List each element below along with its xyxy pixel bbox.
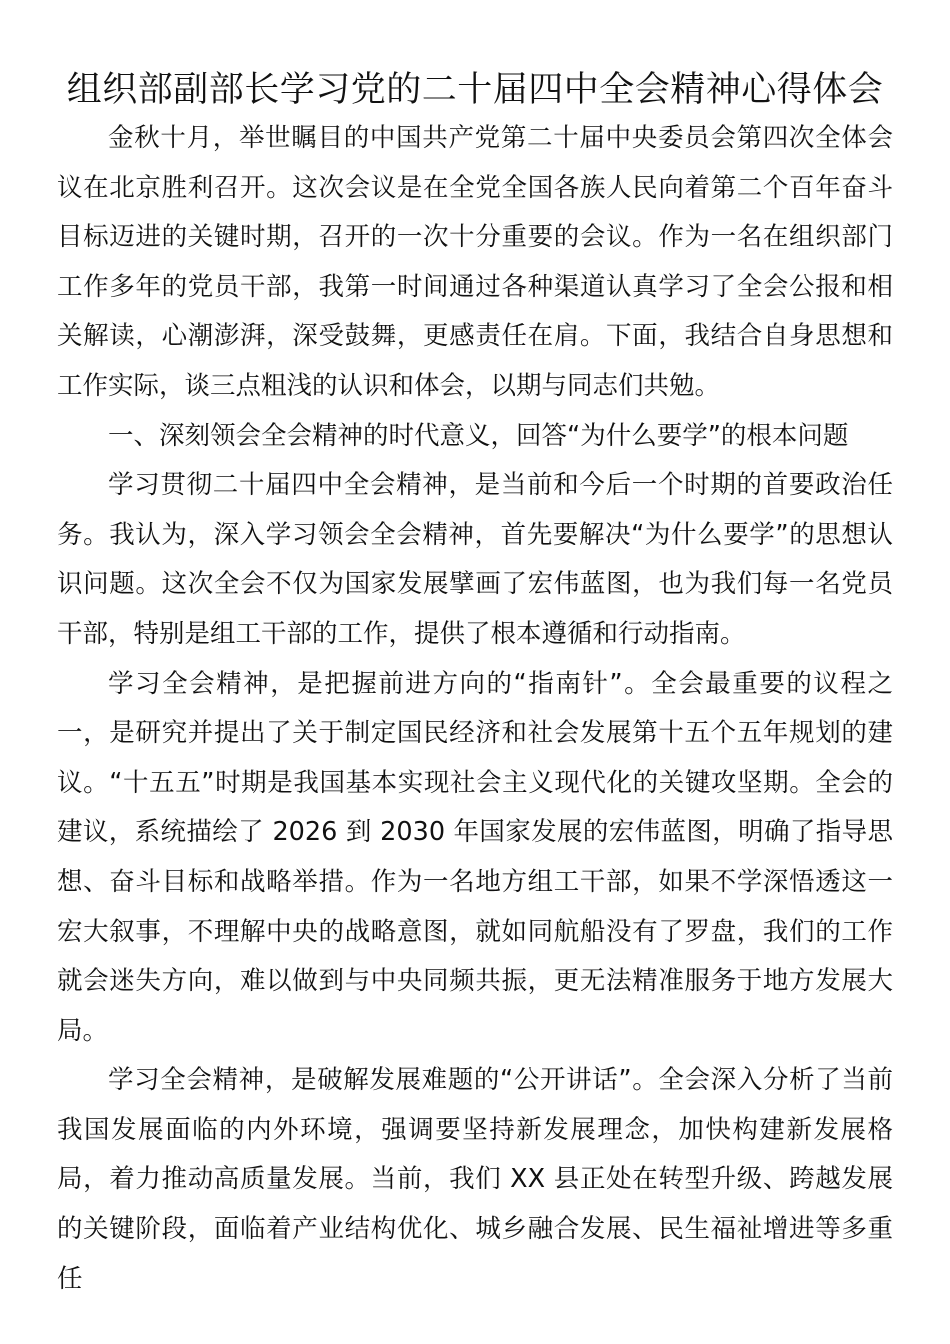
paragraph-intro: 金秋十月，举世瞩目的中国共产党第二十届中央委员会第四次全体会议在北京胜利召开。这次会议是在全党全国各族人民向着第二个百年奋斗目标迈进的关键时期，召开的一次十分重要的会议。作为一名在组织部门工作多年的党员干部，我第一时间通过各种渠道认真学习了全会公报和相关解读，心潮澎湃，深受鼓舞，更感责任在肩。下面，我结合自身思想和工作实际，谈三点粗浅的认识和体会，以期与同志们共勉。 [57, 123, 893, 401]
document-title: 组织部副部长学习党的二十届四中全会精神心得体会 [66, 70, 884, 110]
paragraph-solve-problems: 学习全会精神，是破解发展难题的“公开讲话”。全会深入分析了当前我国发展面临的内外环境，强调要坚持新发展理念，加快构建新发展格局，着力推动高质量发展。当前，我们 XX 县正处在转型升级、跨越发展的关键阶段，面临着产业结构优化、城乡融合发展、民生福祉增进等多重任 [57, 1065, 893, 1294]
section-heading-1: 一、深刻领会全会精神的时代意义，回答“为什么要学”的根本问题 [108, 420, 849, 451]
paragraph-compass: 学习全会精神，是把握前进方向的“指南针”。全会最重要的议程之一，是研究并提出了关于制定国民经济和社会发展第十五个五年规划的建议。“十五五”时期是我国基本实现社会主义现代化的关键攻坚期。全会的建议，系统描绘了 2026 到 2030 年国家发展的宏伟蓝图，明确了指导思想、奋斗目标和战略举措。作为一名地方组工干部，如果不学深悟透这一宏大叙事，不理解中央的战略意图，就如同航船没有了罗盘，我们的工作就会迷失方向，难以做到与中央同频共振，更无法精准服务于地方发展大局。 [57, 668, 893, 1046]
paragraph-why-learn: 学习贯彻二十届四中全会精神，是当前和今后一个时期的首要政治任务。我认为，深入学习领会全会精神，首先要解决“为什么要学”的思想认识问题。这次全会不仅为国家发展擘画了宏伟蓝图，也为我们每一名党员干部，特别是组工干部的工作，提供了根本遵循和行动指南。 [57, 470, 893, 649]
document-body [57, 114, 893, 1304]
